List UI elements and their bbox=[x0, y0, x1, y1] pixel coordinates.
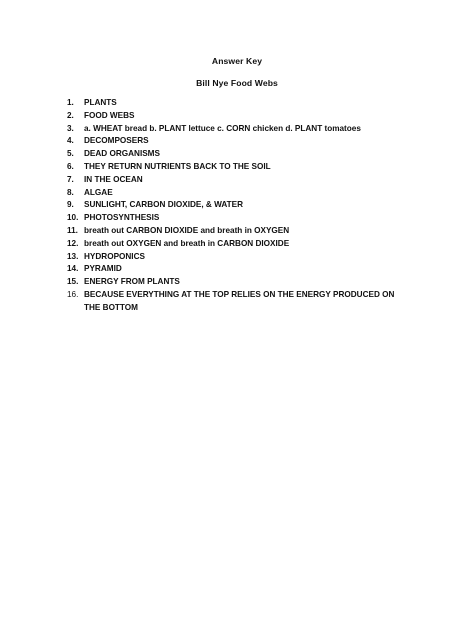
answer-number: 9. bbox=[67, 200, 74, 210]
answer-text: THEY RETURN NUTRIENTS BACK TO THE SOIL bbox=[84, 161, 271, 171]
document-subtitle: Bill Nye Food Webs bbox=[196, 78, 278, 88]
answer-text: breath out OXYGEN and breath in CARBON DIOXIDE bbox=[84, 238, 290, 248]
answer-item-16 bbox=[67, 289, 407, 315]
answer-number: 4. bbox=[67, 136, 74, 146]
answer-item-10 bbox=[67, 212, 407, 225]
answer-item-6 bbox=[67, 161, 407, 174]
answer-text: BECAUSE EVERYTHING AT THE TOP RELIES ON THE ENERGY PRODUCED ON THE BOTTOM bbox=[84, 289, 395, 312]
answer-item-5 bbox=[67, 148, 407, 161]
answer-list bbox=[67, 97, 407, 315]
answer-item-3 bbox=[67, 123, 407, 136]
answer-number: 16. bbox=[67, 289, 79, 299]
answer-item-13 bbox=[67, 251, 407, 264]
answer-text: HYDROPONICS bbox=[84, 251, 145, 261]
answer-number: 15. bbox=[67, 277, 79, 287]
answer-number: 14. bbox=[67, 264, 79, 274]
answer-text: PYRAMID bbox=[84, 264, 122, 274]
answer-number: 7. bbox=[67, 174, 74, 184]
answer-number: 5. bbox=[67, 149, 74, 159]
answer-text: a. WHEAT bread b. PLANT lettuce c. CORN chicken d. PLANT tomatoes bbox=[84, 123, 361, 133]
answer-item-2 bbox=[67, 110, 407, 123]
answer-item-4 bbox=[67, 135, 407, 148]
answer-text: IN THE OCEAN bbox=[84, 174, 143, 184]
answer-number: 3. bbox=[67, 123, 74, 133]
answer-item-15 bbox=[67, 276, 407, 289]
answer-text: DEAD ORGANISMS bbox=[84, 149, 160, 159]
answer-number: 10. bbox=[67, 213, 79, 223]
answer-number: 1. bbox=[67, 98, 74, 107]
answer-text: PLANTS bbox=[84, 98, 117, 107]
answer-number: 6. bbox=[67, 161, 74, 171]
answer-text: SUNLIGHT, CARBON DIOXIDE, & WATER bbox=[84, 200, 244, 210]
answer-text: PHOTOSYNTHESIS bbox=[84, 213, 160, 223]
answer-item-14 bbox=[67, 263, 407, 276]
answer-item-7 bbox=[67, 174, 407, 187]
answer-text: breath out CARBON DIOXIDE and breath in OXYGEN bbox=[84, 225, 290, 235]
answer-number: 2. bbox=[67, 110, 74, 120]
answer-number: 13. bbox=[67, 251, 79, 261]
answer-text: ENERGY FROM PLANTS bbox=[84, 277, 180, 287]
answer-number: 11. bbox=[67, 225, 78, 235]
answer-item-1 bbox=[67, 97, 407, 110]
answer-text: ALGAE bbox=[84, 187, 113, 197]
answer-text: FOOD WEBS bbox=[84, 110, 135, 120]
answer-text: DECOMPOSERS bbox=[84, 136, 149, 146]
answer-number: 8. bbox=[67, 187, 74, 197]
document-title: Answer Key bbox=[211, 56, 263, 66]
answer-item-9 bbox=[67, 199, 407, 212]
answer-item-11 bbox=[67, 225, 407, 238]
answer-number: 12. bbox=[67, 238, 79, 248]
answer-item-12 bbox=[67, 238, 407, 251]
answer-item-8 bbox=[67, 187, 407, 200]
